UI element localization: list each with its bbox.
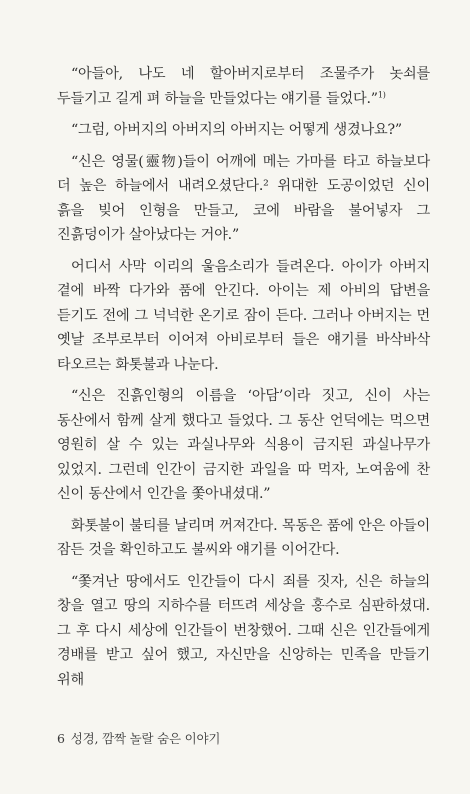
paragraph-3: “신은 영물(靈物)들이 어깨에 메는 가마를 타고 하늘보다 더 높은 하늘에서 내려오셨단다.² 위대한 도공이었던 신이 흙을 빚어 인형을 만들고, 코에 바람을 불어넣자 그 진흙덩이가 살아났다는 거야.” [57,153,430,243]
paragraph-7: “쫓겨난 땅에서도 인간들이 다시 죄를 짓자, 신은 하늘의 창을 열고 땅의 지하수를 터뜨려 세상을 홍수로 심판하셨대. 그 후 다시 세상에 인간들이 번창했어. 그때 신은 인간들에게 경배를 받고 싶어 했고, 자신만을 신앙하는 민족을 만들기 위해 [57,573,430,688]
page-number: 6 [57,731,65,746]
paragraph-6: 화톳불이 불티를 날리며 꺼져간다. 목동은 품에 안은 아들이 잠든 것을 확인하고도 불씨와 얘기를 이어간다. [57,517,430,558]
page-footer [57,731,220,747]
paragraph-5: “신은 진흙인형의 이름을 ‘아담’이라 짓고, 신이 사는 동산에서 함께 살게 했다고 들었다. 그 동산 언덕에는 먹으면 영원히 살 수 있는 과실나무와 식용이 금지된 과실나무가 있었지. 그런데 인간이 금지한 과일을 따 먹자, 노여움에 찬 신이 동산에서 인간을 쫓아내셨대.” [57,388,430,502]
body-text [57,62,430,699]
book-title: 성경, 깜짝 놀랄 숨은 이야기 [70,731,221,746]
paragraph-2: “그럼, 아버지의 아버지의 아버지는 어떻게 생겼나요?” [71,122,402,138]
footnote-ref-1: 1) [377,89,386,99]
paragraph-4: 어디서 사막 이리의 울음소리가 들려온다. 아이가 아버지 곁에 바짝 다가와 품에 안긴다. 아이는 제 아비의 답변을 듣기도 전에 그 넉넉한 온기로 잠이 든다. 그러나 아버지는 먼 옛날 조부로부터 이어져 아비로부터 들은 얘기를 바삭바삭 타오르는 화톳불과 나눈다. [57,258,430,373]
paragraph-1: “아들아, 나도 네 할아버지로부터 조물주가 놋쇠를 두들기고 길게 펴 하늘을 만들었다는 얘기를 들었다.”$^{1)}$ [57,66,430,107]
